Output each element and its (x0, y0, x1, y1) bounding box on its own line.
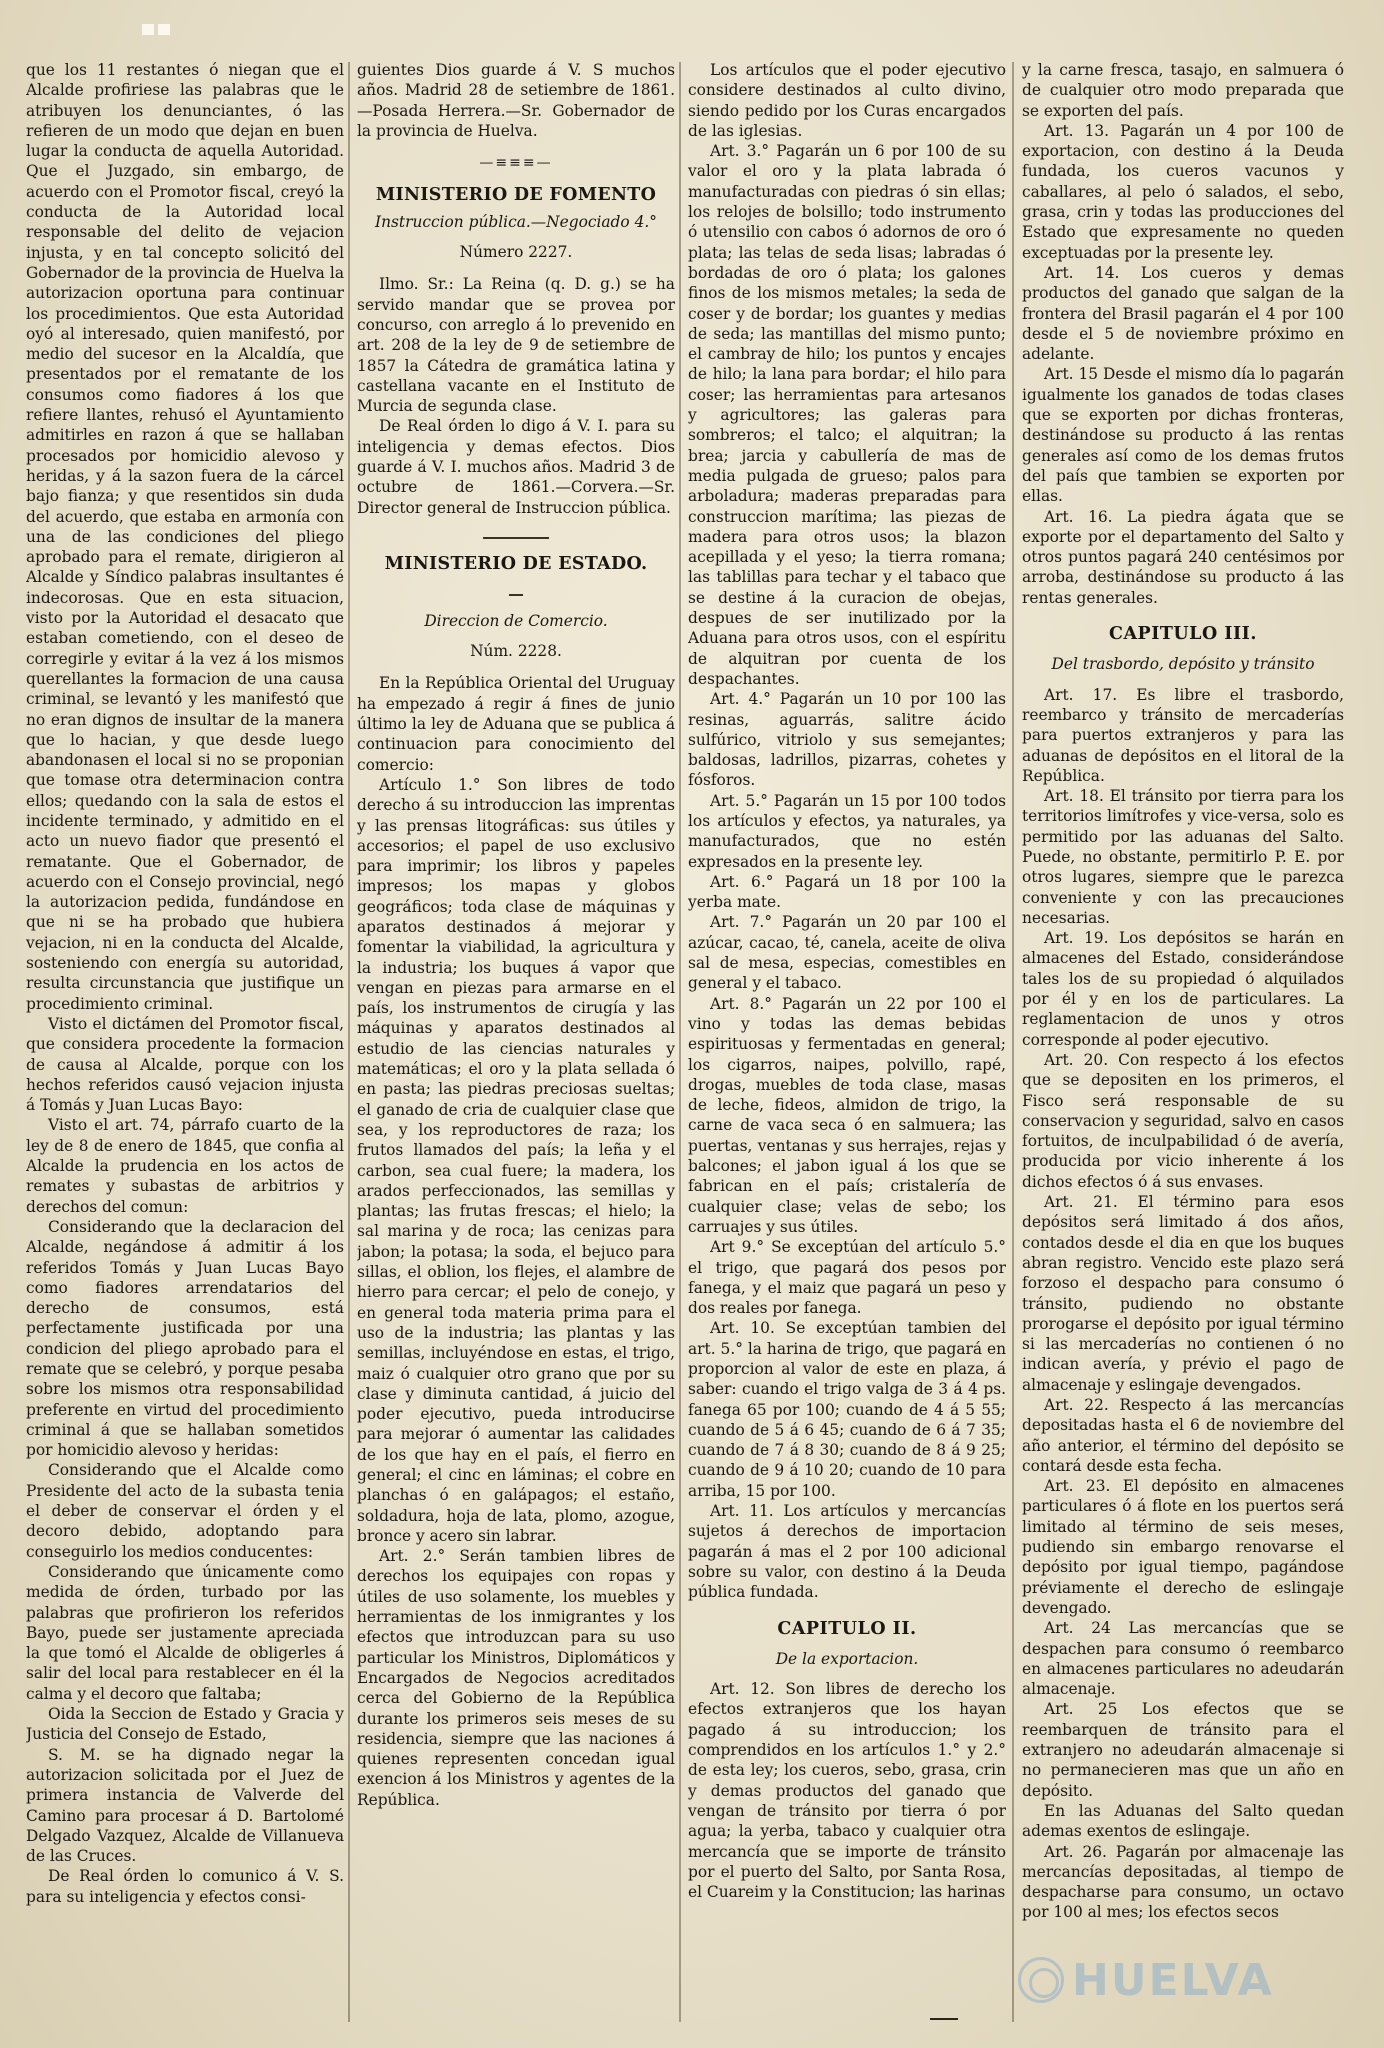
corner-mark (142, 24, 170, 35)
paragraph: Art. 12. Son libres de derecho los efectos extranjeros que los hayan pagado á su introduccion; los comprendidos en los artículos 1.° y 2.° de esta ley; los cueros, sebo, grasa, crin y demas productos del ganado que vengan de tránsito por tierra ó por agua; la yerba, tabaco y cualquier otra mercancía que se importe de tránsito por el puerto del Salto, por Santa Rosa, el Cuareim y la Constitucion; las harinas (688, 1680, 1006, 1902)
paragraph: Art. 8.° Pagarán un 22 por 100 el vino y todas las demas bebidas espirituosas y fermentadas en general; los cigarros, naipes, polvillo, rapé, drogas, muebles de toda clase, masas de leche, fideos, almidon de trigo, la carne de vaca seca ó en salmuera; las puertas, ventanas y sus herrajes, rejas y balcones; el jabon igual á los que se fabrican en el país; cristalería de cualquier clase; velas de sebo; los carruajes y sus útiles. (688, 994, 1006, 1236)
paragraph: Art. 11. Los artículos y mercancías sujetos á derechos de importacion pagarán á mas el 2 por 100 adicional sobre su valor, con destino á la Deuda pública fundada. (688, 1502, 1006, 1602)
paragraph: Art. 13. Pagarán un 4 por 100 de exportacion, con destino á la Deuda fundada, los cueros vacunos y caballares, al pelo ó salados, el sebo, grasa, crin y todas las producciones del Estado que expresamente no queden exceptuadas por la presente ley. (1022, 121, 1344, 262)
paragraph: En las Aduanas del Salto quedan ademas exentos de eslingaje. (1022, 1801, 1344, 1841)
column-rule (1012, 62, 1014, 2022)
watermark-text: HUELVA (1072, 1954, 1274, 2006)
paragraph: Los artículos que el poder ejecutivo considere destinados al culto divino, siendo pedido por los Curas encargados de las iglesias. (688, 61, 1006, 140)
paragraph: Considerando que el Alcalde como Presidente del acto de la subasta tenia el deber de conservar el órden y el decoro debido, adoptando para conseguirlo los medios conducentes: (26, 1461, 344, 1561)
paragraph: De Real órden lo digo á V. I. para su inteligencia y demas efectos. Dios guarde á V. I. muchos años. Madrid 3 de octubre de 1861.—Corvera.—Sr. Director general de Instruccion pública. (357, 417, 675, 517)
seal-icon (1018, 1957, 1064, 2003)
paragraph: Artículo 1.° Son libres de todo derecho á su introduccion las imprentas y las prensas litográficas: sus útiles y accesorios; el papel de uso exclusivo para imprimir; los libros y papeles impresos; los mapas y globos geográficos; toda clase de máquinas y aparatos destinados á mejorar y fomentar la viabilidad, la agricultura y la industria; los buques á vapor que vengan en piezas para armarse en el país, los instrumentos de cirugía y las máquinas y aparatos destinados al estudio de las ciencias naturales y matemáticas; el oro y la plata sellada ó en pasta; las piedras preciosas sueltas; el ganado de cria de cualquier clase que sea, y los reproductores de raza; los frutos llamados del país; la leña y el carbon, sea cual fuere; la madera, los arados perfeccionados, las semillas y plantas; las frutas frescas; el hielo; la sal marina y de roca; las cenizas para jabon; la potasa; la soda, el bejuco para sillas, el oblion, los flejes, el alambre de hierro para cercar; el pelo de conejo, y en general toda materia prima para el uso de la industria; las plantas y las semillas, incluyéndose en estas, el trigo, maiz ó cualquier otro grano que por su clase y diminuta cantidad, á juicio del poder ejecutivo, pueda introducirse para mejorar ó aumentar las calidades de los que hay en el país, el fierro en general; el cinc en láminas; el cobre en planchas ó en galápagos; el estaño, soldadura, hoja de lata, plomo, azogue, bronce y acero sin labrar. (357, 775, 675, 1545)
section-heading: MINISTERIO DE ESTADO. (384, 554, 648, 575)
paragraph: Art. 14. Los cueros y demas productos del ganado que salgan de la frontera del Brasil pagarán el 4 por 100 desde el 5 de noviembre próximo en adelante. (1022, 263, 1344, 364)
page-mark (930, 2018, 958, 2020)
chapter-heading: CAPITULO II. (777, 1618, 917, 1639)
paragraph: S. M. se ha dignado negar la autorizacion solicitada por el Juez de primera instancia de Valverde del Camino para procesar á D. Bartolomé Delgado Vazquez, Alcalde de Villanueva de las Cruces. (26, 1745, 344, 1866)
paragraph: que los 11 restantes ó niegan que el Alcalde profiriese las palabras que le atribuyen los denunciantes, ó las refieren de un modo que dejan en buen lugar la conducta de aquella Autoridad. Que el Juzgado, sin embargo, de acuerdo con el Promotor fiscal, creyó la conducta de la Autoridad local responsable del delito de vejacion injusta, y en tal concepto solicitó del Gobernador de la provincia de Huelva la autorizacion oportuna para continuar los procedimientos. Que esta Autoridad oyó al interesado, quien manifestó, por medio del sucesor en la Alcaldía, que presentados por el rematante de los consumos como fiadores á los que refiere llantes, rehusó el Ayuntamiento admitirles en razon á que se hallaban procesados por homicidio alevoso y heridas, y á la sazon fuera de la cárcel bajo fianza; y que resentidos sin duda del acuerdo, que estaba en armonía con una de las condiciones del pliego aprobado para el remate, dirigieron al Alcalde y Síndico palabras insultantes é indecorosas. Que en esta situacion, visto por la Autoridad el desacato que estaban cometiendo, con el deseo de corregirle y evitar á la vez á los mismos querellantes la formacion de una causa criminal, se levantó y les manifestó que no eran dignos de insultar de la manera que lo hacian, y que desde luego abandonasen el local si no se proponian que tomase otra determinacion contra ellos; quedando con la sala de estos el incidente terminado, y admitido en el acto un nuevo fiador que presentó el rematante. Que el Gobernador, de acuerdo con el Consejo provincial, negó la autorizacion pedida, fundándose en que ni se ha probado que hubiera vejacion, ni en la conducta del Alcalde, sosteniendo con energía su autoridad, resulta circunstancia que justifique un procedimiento criminal. (26, 61, 344, 1013)
paragraph: En la República Oriental del Uruguay ha empezado á regir á fines de junio último la ley de Aduana que se publica á continuacion para conocimiento del comercio: (357, 674, 675, 774)
paragraph: Art. 15 Desde el mismo día lo pagarán igualmente los ganados de todas clases que se exporten por dichas fronteras, destinándose su producto á las rentas generales así como de los demas frutos del país que tambien se exporten por ellas. (1022, 365, 1344, 506)
order-number: Núm. 2228. (470, 642, 562, 661)
paragraph: Art. 17. Es libre el trasbordo, reembarco y tránsito de mercaderías para puertos extranjeros y para las aduanas de depósitos en el litoral de la República. (1022, 685, 1344, 785)
section-divider: —≡≡≡— (479, 155, 553, 172)
column-2 (357, 60, 675, 2020)
paragraph: Art. 4.° Pagarán un 10 por 100 las resinas, aguarrás, salitre ácido sulfúrico, vitriolo y sus semejantes; baldosas, ladrillos, pizarras, cohetes y fósforos. (688, 690, 1006, 790)
section-subheading: Instruccion pública.—Negociado 4.° (375, 212, 657, 231)
paragraph: Art 9.° Se exceptúan del artículo 5.° el trigo, que pagará dos pesos por fanega, y el maiz que pagará un peso y dos reales por fanega. (688, 1238, 1006, 1318)
paragraph: Art. 24 Las mercancías que se despachen para consumo ó reembarco en almacenes particulares no adeudarán almacenaje. (1022, 1619, 1344, 1699)
order-number: Número 2227. (459, 243, 573, 262)
huelva-watermark (1018, 1950, 1308, 2010)
paragraph: Art. 7.° Pagarán un 20 par 100 el azúcar, cacao, té, canela, aceite de oliva sal de mesa, especias, comestibles en general y el tabaco. (688, 913, 1006, 993)
column-3 (688, 60, 1006, 2020)
paragraph: Oida la Seccion de Estado y Gracia y Justicia del Consejo de Estado, (26, 1705, 344, 1744)
paragraph: Considerando que únicamente como medida de órden, turbado por las palabras que profirieron los referidos Bayo, puede ser justamente apreciada la que tomó el Alcalde de obligerles á salir del local para restablecer en él la calma y el decoro que faltaba; (26, 1562, 344, 1703)
paragraph: Art. 5.° Pagarán un 15 por 100 todos los artículos y efectos, ya naturales, ya manufacturados, que no estén expresados en la presente ley. (688, 791, 1006, 871)
paragraph: De Real órden lo comunico á V. S. para su inteligencia y efectos consi- (26, 1867, 344, 1906)
section-subheading: Direccion de Comercio. (424, 611, 608, 630)
column-1 (26, 60, 344, 2020)
column-rule (679, 62, 681, 2022)
section-divider (357, 524, 675, 544)
chapter-heading: CAPITULO III. (1109, 624, 1257, 645)
paragraph: Ilmo. Sr.: La Reina (q. D. g.) se ha servido mandar que se provea por concurso, con arreglo á lo prevenido en art. 208 de la ley de 9 de setiembre de 1857 la Cátedra de gramática latina y castellana vacante en el Instituto de Murcia de segunda clase. (357, 275, 675, 416)
paragraph: y la carne fresca, tasajo, en salmuera ó de cualquier otro modo preparada que se exporten del país. (1022, 61, 1344, 120)
section-divider (357, 581, 675, 601)
paragraph: Art. 2.° Serán tambien libres de derechos los equipajes con ropas y útiles de uso solamente, los muebles y herramientas de los inmigrantes y los efectos que introduzcan para su uso particular los Ministros, Diplomáticos y Encargados de Negocios acreditados cerca del Gobierno de la República durante los primeros seis meses de su residencia, siempre que las naciones á quienes representen concedan igual exencion á los Ministros y agentes de la República. (357, 1547, 675, 1809)
paragraph: Art. 6.° Pagará un 18 por 100 la yerba mate. (688, 872, 1006, 912)
paragraph: guientes Dios guarde á V. S muchos años. Madrid 28 de setiembre de 1861.—Posada Herrera.—Sr. Gobernador de la provincia de Huelva. (357, 61, 675, 140)
column-4 (1022, 60, 1344, 2020)
paragraph: Art. 21. El término para esos depósitos será limitado á dos años, contados desde el dia en que los buques abran registro. Vencido este plazo será forzoso el despacho para consumo ó tránsito, pudiendo no obstante prorogarse el depósito por igual término si las mercaderías no contienen ó no indican avería, y prévio el pago de almacenaje y eslingaje devengados. (1022, 1193, 1344, 1394)
paragraph: Art. 20. Con respecto á los efectos que se depositen en los primeros, el Fisco será responsable de su conservacion y seguridad, salvo en casos fortuitos, de inculpabilidad ó de avería, producida por vicio inherente á los dichos efectos ó á sus envases. (1022, 1050, 1344, 1191)
paragraph: Art. 10. Se exceptúan tambien del art. 5.° la harina de trigo, que pagará en proporcion al valor de este en plaza, á saber: cuando el trigo valga de 3 á 4 ps. fanega 65 por 100; cuando de 4 á 5 55; cuando de 5 á 6 45; cuando de 6 á 7 35; cuando de 7 á 8 30; cuando de 8 á 9 25; cuando de 9 á 10 20; cuando de 10 para arriba, 15 por 100. (688, 1319, 1006, 1500)
paragraph: Art. 26. Pagarán por almacenaje las mercancías depositadas, al tiempo de despacharse para consumo, un octavo por 100 al mes; los efectos secos (1022, 1842, 1344, 1922)
paragraph: Art. 23. El depósito en almacenes particulares ó á flote en los puertos será limitado al término de seis meses, pudiendo sin embargo renovarse el depósito por igual tiempo, pagándose préviamente el derecho de eslingaje devengado. (1022, 1477, 1344, 1617)
paragraph: Art. 16. La piedra ágata que se exporte por el departamento del Salto y otros puntos pagará 240 centésimos por arroba, destinándose su producto á las rentas generales. (1022, 507, 1344, 607)
paragraph: Considerando que la declaracion del Alcalde, negándose á admitir á los referidos Tomás y Juan Lucas Bayo como fiadores arrendatarios del derecho de consumos, está perfectamente justificada por una condicion del pliego aprobado para el remate que se celebró, y porque pesaba sobre los mismos otra responsabilidad preferente en virtud del procedimiento criminal á que se hallaban sometidos por homicidio alevoso y heridas: (26, 1217, 344, 1460)
section-heading: MINISTERIO DE FOMENTO (375, 185, 657, 206)
paragraph: Art. 22. Respecto á las mercancías depositadas hasta el 6 de noviembre del año anterior, el término del depósito se contará desde esta fecha. (1022, 1396, 1344, 1475)
chapter-subheading: De la exportacion. (775, 1649, 919, 1668)
column-rule (348, 62, 350, 2022)
paragraph: Visto el art. 74, párrafo cuarto de la ley de 8 de enero de 1845, que confia al Alcalde la prudencia en los actos de remates y subastas de arbitrios y derechos del comun: (26, 1116, 344, 1216)
chapter-subheading: Del trasbordo, depósito y tránsito (1051, 655, 1315, 674)
paragraph: Art. 19. Los depósitos se harán en almacenes del Estado, considerándose tales los de su propiedad ó alquilados por él y en los de particulares. La reglamentacion de unos y otros corresponde al poder ejecutivo. (1022, 929, 1344, 1049)
paragraph: Art. 25 Los efectos que se reembarquen de tránsito para el extranjero no adeudarán almacenaje si no permanecieren mas que un año en depósito. (1022, 1700, 1344, 1800)
paragraph: Visto el dictámen del Promotor fiscal, que considera procedente la formacion de causa al Alcalde, porque con los hechos referidos causó vejacion injusta á Tomás y Juan Lucas Bayo: (26, 1014, 344, 1115)
paragraph: Art. 3.° Pagarán un 6 por 100 de su valor el oro y la plata labrada ó manufacturadas con piedras ó sin ellas; los relojes de bolsillo; todo instrumento ó utensilio con cabos ó adornos de oro ó plata; las telas de seda lisas; labradas ó bordadas de oro ó plata; los galones finos de los mismos metales; la seda de coser y de bordar; los guantes y medias de seda; las mantillas del mismo punto; el cambray de hilo; los puntos y encajes de hilo; la lana para bordar; el hilo para coser; las herramientas para artesanos y agricultores; las galeras para sombreros; el talco; el alquitran; la brea; jarcia y cabullería de mas de media pulgada de grueso; palos para arboladura; maderas preparadas para construccion marítima; las piezas de madera para otros usos; la blazon acepillada y el yeso; la tierra romana; las tablillas para techar y el tabaco que se destine á la curacion de obejas, despues de ser inutilizado por la Aduana para otros usos, con el espíritu de alquitran por cuenta de los despachantes. (688, 142, 1006, 688)
paragraph: Art. 18. El tránsito por tierra para los territorios limítrofes y vice-versa, solo es permitido por las aduanas del Salto. Puede, no obstante, permitirlo P. E. por otros lugares, siempre que le parezca conveniente y con las precauciones necesarias. (1022, 787, 1344, 927)
